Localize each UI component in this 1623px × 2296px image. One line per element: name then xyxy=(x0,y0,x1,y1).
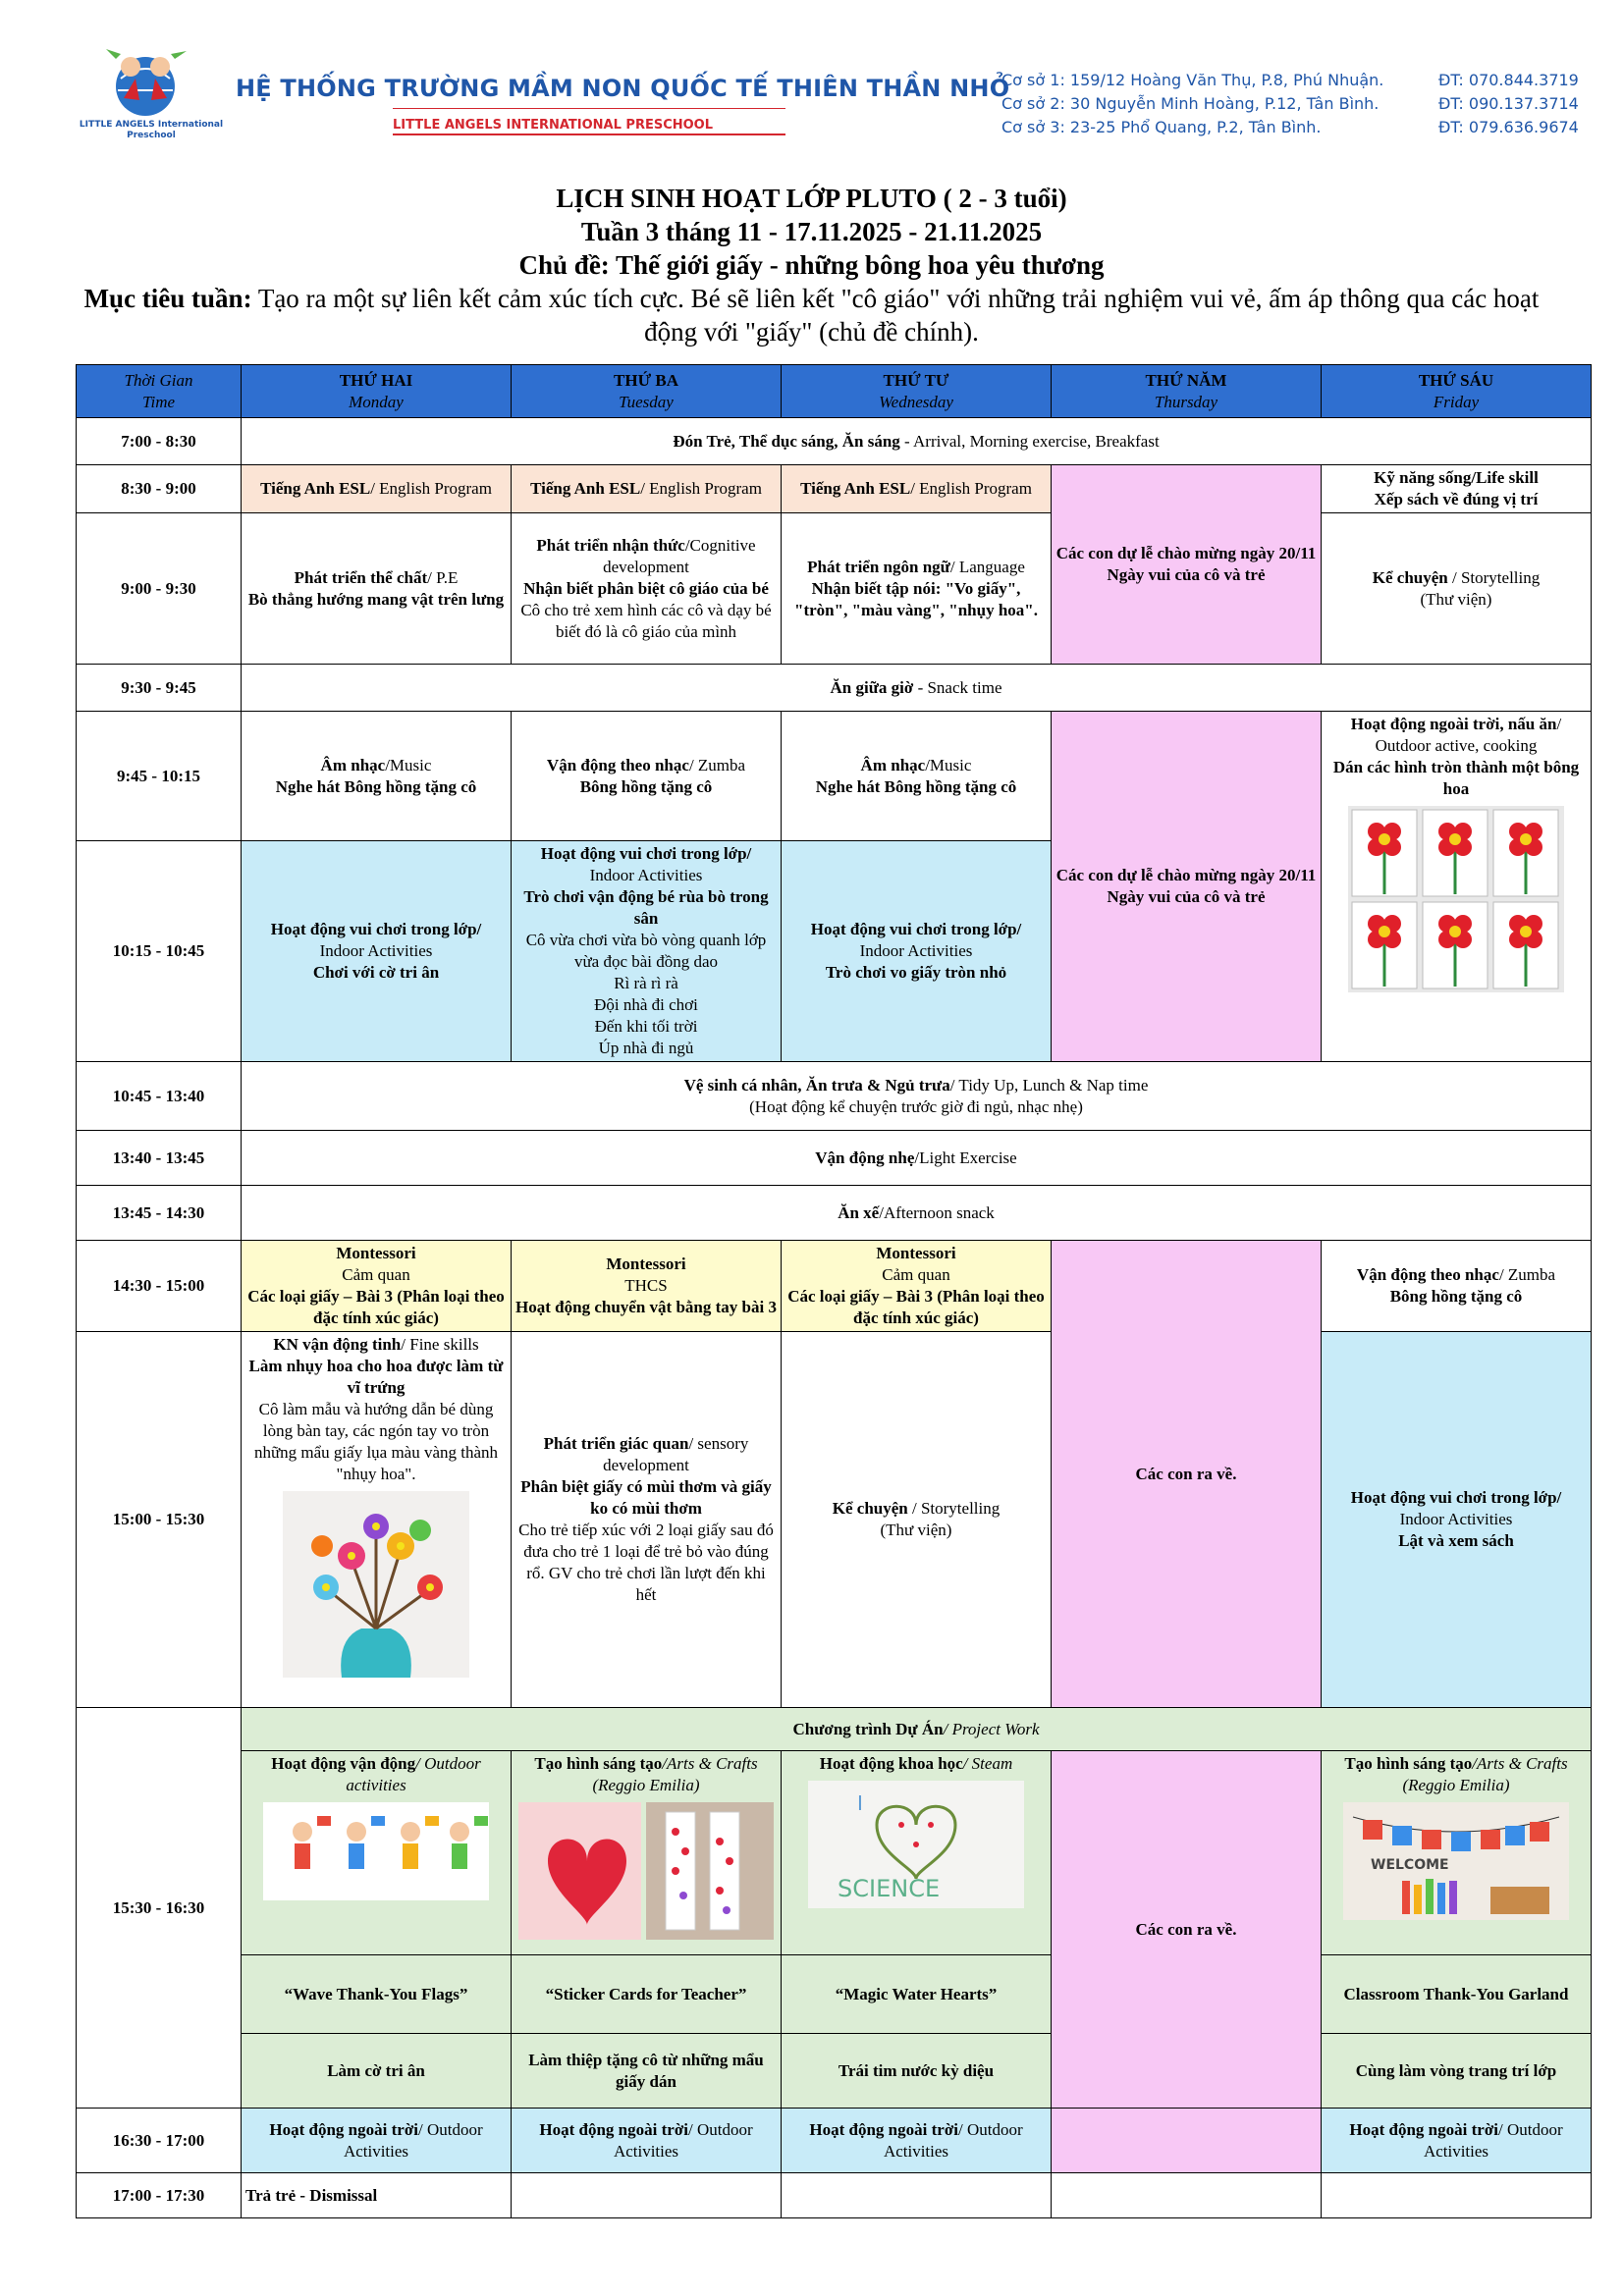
esl-monday: Tiếng Anh ESL/ English Program xyxy=(242,465,512,513)
welcome-text: WELCOME xyxy=(1371,1857,1449,1873)
science-heart-image xyxy=(808,1781,1024,1908)
music-monday: Âm nhạc/Music Nghe hát Bông hồng tặng cô xyxy=(242,712,512,841)
empty-cell xyxy=(782,2173,1052,2218)
music-wednesday: Âm nhạc/Music Nghe hát Bông hồng tặng cô xyxy=(782,712,1052,841)
phone-3: ĐT: 079.636.9674 xyxy=(1438,118,1579,136)
indoor-tuesday: Hoạt động vui chơi trong lớp/ Indoor Activities Trò chơi vận động bé rùa bò trong sân Cô vừa chơi vừa bò vòng quanh lớp vừa đọc bài đồng dao Rì rà rì rà Đội nhà đi chơi Đến khi tối trời Úp nhà đi ngủ xyxy=(512,841,782,1062)
col-header-monday: THỨ HAI Monday xyxy=(242,365,512,418)
time-cell: 10:15 - 10:45 xyxy=(77,841,242,1062)
zumba-friday: Vận động theo nhạc/ Zumba Bông hồng tặng cô xyxy=(1322,1241,1592,1332)
outdoor-tuesday: Hoạt động ngoài trời/ Outdoor Activities xyxy=(512,2109,782,2173)
project-title-wednesday: “Magic Water Hearts” xyxy=(782,1955,1052,2034)
col-header-time: Thời Gian Time xyxy=(77,365,242,418)
project-steam-wednesday: Hoạt động khoa học/ Steam I SCIENCE xyxy=(782,1751,1052,1955)
cognitive-tuesday: Phát triển nhận thức/Cognitive development Nhận biết phân biệt cô giáo của bé Cô cho trẻ xem hình các cô và dạy bé biết đó là cô giáo của mình xyxy=(512,513,782,665)
school-header xyxy=(69,39,1579,147)
phone-2: ĐT: 090.137.3714 xyxy=(1438,94,1579,113)
time-cell: 13:45 - 14:30 xyxy=(77,1186,242,1241)
time-cell: 9:30 - 9:45 xyxy=(77,665,242,712)
thursday-dismissal-2: Các con ra về. xyxy=(1052,1751,1322,2109)
empty-cell xyxy=(1052,2173,1322,2218)
table-row xyxy=(77,465,1592,513)
table-row xyxy=(77,1131,1592,1186)
fine-skills-monday: KN vận động tinh/ Fine skills Làm nhụy hoa cho hoa được làm từ vĩ trứng Cô làm mẫu và hướng dẫn bé dùng lòng bàn tay, các ngón tay vo tròn những mẩu giấy lụa màu vàng thành "nhụy hoa". xyxy=(242,1332,512,1708)
science-i-text: I xyxy=(857,1791,863,1815)
time-cell: 15:00 - 15:30 xyxy=(77,1332,242,1708)
project-work-header: Chương trình Dự Án/ Project Work xyxy=(242,1708,1592,1751)
project-arts-tuesday: Tạo hình sáng tạo/Arts & Crafts (Reggio Emilia) xyxy=(512,1751,782,1955)
arrival-cell: Đón Trẻ, Thể dục sáng, Ăn sáng - Arrival, Morning exercise, Breakfast xyxy=(242,418,1592,465)
table-row xyxy=(77,1751,1592,1955)
storytelling-friday: Kể chuyện / Storytelling (Thư viện) xyxy=(1322,513,1592,665)
indoor-wednesday: Hoạt động vui chơi trong lớp/ Indoor Activities Trò chơi vo giấy tròn nhỏ xyxy=(782,841,1052,1062)
logo-text: LITTLE ANGELS International Preschool xyxy=(79,120,224,140)
outdoor-wednesday: Hoạt động ngoài trời/ Outdoor Activities xyxy=(782,2109,1052,2173)
time-cell: 17:00 - 17:30 xyxy=(77,2173,242,2218)
table-header-row xyxy=(77,365,1592,418)
table-row xyxy=(77,712,1592,841)
time-cell: 13:40 - 13:45 xyxy=(77,1131,242,1186)
table-row xyxy=(77,1186,1592,1241)
time-cell: 9:45 - 10:15 xyxy=(77,712,242,841)
montessori-wednesday: Montessori Cảm quan Các loại giấy – Bài 3 (Phân loại theo đặc tính xúc giác) xyxy=(782,1241,1052,1332)
weekly-goal-label: Mục tiêu tuần: xyxy=(83,284,252,313)
campus-1: Cơ sở 1: 159/12 Hoàng Văn Thụ, P.8, Phú Nhuận. xyxy=(1001,71,1384,89)
outdoor-friday-pm: Hoạt động ngoài trời/ Outdoor Activities xyxy=(1322,2109,1592,2173)
indoor-monday: Hoạt động vui chơi trong lớp/ Indoor Activities Chơi với cờ tri ân xyxy=(242,841,512,1062)
montessori-tuesday: Montessori THCS Hoạt động chuyển vật bằng tay bài 3 xyxy=(512,1241,782,1332)
school-name-en-underline xyxy=(393,133,785,135)
sticker-cards-image xyxy=(518,1802,774,1940)
outdoor-monday: Hoạt động ngoài trời/ Outdoor Activities xyxy=(242,2109,512,2173)
life-skill-friday: Kỹ năng sống/Life skill Xếp sách về đúng vị trí xyxy=(1322,465,1592,513)
table-row xyxy=(77,2034,1592,2109)
project-desc-monday: Làm cờ tri ân xyxy=(242,2034,512,2109)
table-row xyxy=(77,2109,1592,2173)
project-title-tuesday: “Sticker Cards for Teacher” xyxy=(512,1955,782,2034)
school-name: HỆ THỐNG TRƯỜNG MẦM NON QUỐC TẾ THIÊN THẦN NHỎ xyxy=(236,75,1010,102)
col-header-tuesday: THỨ BA Tuesday xyxy=(512,365,782,418)
schedule-titles xyxy=(69,182,1554,348)
zumba-tuesday: Vận động theo nhạc/ Zumba Bông hồng tặng cô xyxy=(512,712,782,841)
campus-list xyxy=(1001,69,1383,139)
afternoon-snack-cell: Ăn xế/Afternoon snack xyxy=(242,1186,1592,1241)
table-row xyxy=(77,1241,1592,1332)
table-row xyxy=(77,513,1592,665)
sensory-tuesday: Phát triển giác quan/ sensory development Phân biệt giấy có mùi thơm và giấy ko có mùi thơm Cho trẻ tiếp xúc với 2 loại giấy sau đó đưa cho trẻ 1 loại để trẻ bỏ vào đúng rổ. GV cho trẻ chơi lần lượt đến khi hết xyxy=(512,1332,782,1708)
table-row xyxy=(77,1062,1592,1131)
table-row xyxy=(77,665,1592,712)
project-outdoor-monday: Hoạt động vận động/ Outdoor activities xyxy=(242,1751,512,1955)
esl-tuesday: Tiếng Anh ESL/ English Program xyxy=(512,465,782,513)
egg-carton-flowers-image xyxy=(283,1491,469,1678)
school-name-divider xyxy=(393,108,785,109)
pe-monday: Phát triển thể chất/ P.E Bò thẳng hướng mang vật trên lưng xyxy=(242,513,512,665)
lunch-nap-cell: Vệ sinh cá nhân, Ăn trưa & Ngủ trưa/ Tidy Up, Lunch & Nap time (Hoạt động kể chuyện trước giờ đi ngủ, nhạc nhẹ) xyxy=(242,1062,1592,1131)
time-cell: 7:00 - 8:30 xyxy=(77,418,242,465)
welcome-garland-image xyxy=(1343,1802,1569,1920)
phone-1: ĐT: 070.844.3719 xyxy=(1438,71,1579,89)
empty-cell xyxy=(512,2173,782,2218)
outdoor-friday: Hoạt động ngoài trời, nấu ăn/ Outdoor active, cooking Dán các hình tròn thành một bông hoa xyxy=(1322,712,1592,1062)
language-wednesday: Phát triển ngôn ngữ/ Language Nhận biết tập nói: "Vo giấy", "tròn", "màu vàng", "nhụy hoa". xyxy=(782,513,1052,665)
kids-flags-image xyxy=(263,1802,489,1900)
thursday-dismissal-1: Các con ra về. xyxy=(1052,1241,1322,1708)
school-name-en: LITTLE ANGELS INTERNATIONAL PRESCHOOL xyxy=(393,118,714,133)
project-title-friday: Classroom Thank-You Garland xyxy=(1322,1955,1592,2034)
empty-cell xyxy=(1322,2173,1592,2218)
table-row xyxy=(77,1955,1592,2034)
project-arts-friday: Tạo hình sáng tạo/Arts & Crafts (Reggio Emilia) WELCOME xyxy=(1322,1751,1592,1955)
science-text: SCIENCE xyxy=(838,1875,941,1902)
col-header-wednesday: THỨ TƯ Wednesday xyxy=(782,365,1052,418)
project-title-monday: “Wave Thank-You Flags” xyxy=(242,1955,512,2034)
col-header-friday: THỨ SÁU Friday xyxy=(1322,365,1592,418)
weekly-goal xyxy=(69,282,1554,348)
time-cell: 16:30 - 17:00 xyxy=(77,2109,242,2173)
snack-cell: Ăn giữa giờ - Snack time xyxy=(242,665,1592,712)
thursday-morning-event: Các con dự lễ chào mừng ngày 20/11 Ngày vui của cô và trẻ xyxy=(1052,465,1322,665)
time-cell: 10:45 - 13:40 xyxy=(77,1062,242,1131)
table-row xyxy=(77,418,1592,465)
time-cell: 14:30 - 15:00 xyxy=(77,1241,242,1332)
indoor-friday: Hoạt động vui chơi trong lớp/ Indoor Activities Lật và xem sách xyxy=(1322,1332,1592,1708)
time-cell: 9:00 - 9:30 xyxy=(77,513,242,665)
dismissal-cell: Trả trẻ - Dismissal xyxy=(242,2173,512,2218)
schedule-title: LỊCH SINH HOẠT LỚP PLUTO ( 2 - 3 tuổi) xyxy=(556,184,1067,213)
weekly-goal-text: Tạo ra một sự liên kết cảm xúc tích cực. Bé sẽ liên kết "cô giáo" với những trải nghiệm vui vẻ, ấm áp thông qua các hoạt động với "giấy" (chủ đề chính). xyxy=(251,284,1540,347)
campus-2: Cơ sở 2: 30 Nguyễn Minh Hoàng, P.12, Tân Bình. xyxy=(1001,94,1380,113)
paper-flowers-image xyxy=(1348,806,1564,992)
thursday-midmorning-event: Các con dự lễ chào mừng ngày 20/11 Ngày vui của cô và trẻ xyxy=(1052,712,1322,1062)
col-header-thursday: THỨ NĂM Thursday xyxy=(1052,365,1322,418)
esl-wednesday: Tiếng Anh ESL/ English Program xyxy=(782,465,1052,513)
schedule-table xyxy=(76,364,1592,2218)
time-cell: 8:30 - 9:00 xyxy=(77,465,242,513)
table-row xyxy=(77,1708,1592,1751)
montessori-monday: Montessori Cảm quan Các loại giấy – Bài 3 (Phân loại theo đặc tính xúc giác) xyxy=(242,1241,512,1332)
thursday-empty-cell xyxy=(1052,2109,1322,2173)
light-exercise-cell: Vận động nhẹ/Light Exercise xyxy=(242,1131,1592,1186)
phone-list xyxy=(1438,69,1579,139)
time-cell: 15:30 - 16:30 xyxy=(77,1708,242,2109)
table-row xyxy=(77,1332,1592,1708)
table-row xyxy=(77,2173,1592,2218)
project-desc-wednesday: Trái tim nước kỳ diệu xyxy=(782,2034,1052,2109)
storytelling-wednesday: Kể chuyện / Storytelling (Thư viện) xyxy=(782,1332,1052,1708)
campus-3: Cơ sở 3: 23-25 Phổ Quang, P.2, Tân Bình. xyxy=(1001,118,1322,136)
schedule-theme: Chủ đề: Thế giới giấy - những bông hoa yêu thương xyxy=(518,250,1105,280)
project-desc-friday: Cùng làm vòng trang trí lớp xyxy=(1322,2034,1592,2109)
project-desc-tuesday: Làm thiệp tặng cô từ những mẩu giấy dán xyxy=(512,2034,782,2109)
schedule-week: Tuần 3 tháng 11 - 17.11.2025 - 21.11.2025 xyxy=(580,217,1043,246)
